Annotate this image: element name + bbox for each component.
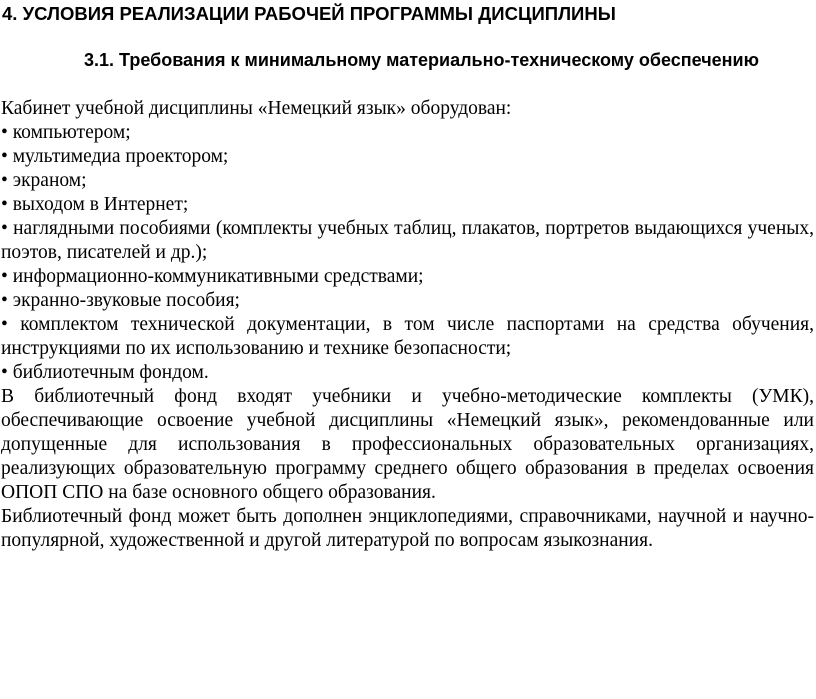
list-item: • библиотечным фондом. [1,362,209,383]
library-fund-paragraph: В библиотечный фонд входят учебники и учебно-методические комплекты (УМК), обеспечивающие освоение учебной дисциплины «Немецкий язык», рекомендованные или допущенные для использования в профессиональных образовательных организациях, реализующих образовательную программу среднего общего образования в пределах освоения ОПОП СПО на базе основного общего образования. [1,386,814,503]
list-item: • компьютером; [1,122,131,143]
list-item: • экраном; [1,170,87,191]
document-body [1,97,814,553]
intro-paragraph: Кабинет учебной дисциплины «Немецкий язык» оборудован: [1,98,512,119]
equipment-list [1,121,814,385]
list-item: • выходом в Интернет; [1,194,189,215]
subsection-title: 3.1. Требования к минимальному материально-техническому обеспечению [84,50,759,70]
section-title: 4. УСЛОВИЯ РЕАЛИЗАЦИИ РАБОЧЕЙ ПРОГРАММЫ ДИСЦИПЛИНЫ [2,3,616,24]
list-item: • комплектом технической документации, в том числе паспортами на средства обучения, инструкциями по их использованию и технике безопасности; [1,314,814,359]
library-supplement-paragraph: Библиотечный фонд может быть дополнен энциклопедиями, справочниками, научной и научно-популярной, художественной и другой литературой по вопросам языкознания. [1,506,814,551]
list-item: • мультимедиа проектором; [1,146,229,167]
list-item: • наглядными пособиями (комплекты учебных таблиц, плакатов, портретов выдающихся ученых, поэтов, писателей и др.); [1,218,814,263]
list-item: • информационно-коммуникативными средствами; [1,266,424,287]
list-item: • экранно-звуковые пособия; [1,290,240,311]
